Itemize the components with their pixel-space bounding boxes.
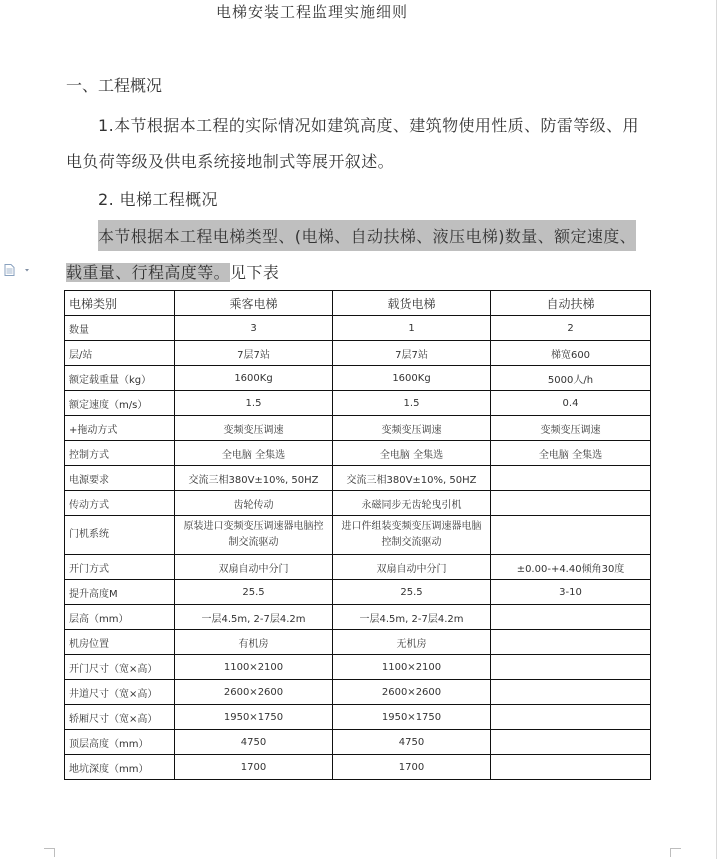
row-label-cell: 数量: [65, 316, 175, 341]
table-cell: 7层7站: [333, 341, 491, 366]
table-cell: 齿轮传动: [175, 491, 333, 516]
table-cell: 1.5: [175, 391, 333, 416]
table-cell: 一层4.5m, 2-7层4.2m: [333, 605, 491, 630]
table-cell: 1: [333, 316, 491, 341]
table-cell: 1950×1750: [175, 705, 333, 730]
table-cell: 1.5: [333, 391, 491, 416]
table-cell: [491, 491, 651, 516]
table-cell: 变频变压调速: [175, 416, 333, 441]
paragraph-3-line-1-highlighted: 本节根据本工程电梯类型、(电梯、自动扶梯、液压电梯)数量、额定速度、: [98, 220, 636, 251]
table-row: [65, 316, 651, 341]
table-row: [65, 516, 651, 555]
row-label-cell: 额定速度（m/s）: [65, 391, 175, 416]
table-cell: 2600×2600: [175, 680, 333, 705]
table-cell: 1600Kg: [175, 366, 333, 391]
row-label-cell: 机房位置: [65, 630, 175, 655]
table-cell: 变频变压调速: [333, 416, 491, 441]
row-label-cell: 电源要求: [65, 466, 175, 491]
table-cell: [491, 680, 651, 705]
table-row: [65, 655, 651, 680]
row-label-cell: 层/站: [65, 341, 175, 366]
table-cell: [491, 705, 651, 730]
table-cell: 全电脑 全集选: [175, 441, 333, 466]
row-label-cell: 传动方式: [65, 491, 175, 516]
table-cell: 变频变压调速: [491, 416, 651, 441]
table-body: [65, 291, 651, 780]
row-label-cell: 提升高度M: [65, 580, 175, 605]
table-cell: 永磁同步无齿轮曳引机: [333, 491, 491, 516]
table-row: [65, 755, 651, 780]
row-label-cell: 开门方式: [65, 555, 175, 580]
table-row: [65, 416, 651, 441]
table-cell: [491, 630, 651, 655]
table-cell: 交流三相380V±10%, 50HZ: [333, 466, 491, 491]
table-header-row: [65, 291, 651, 316]
table-cell: 2: [491, 316, 651, 341]
header-cell-freight: 载货电梯: [333, 291, 491, 316]
page-corner-mark-right: [670, 848, 681, 857]
table-cell: 1600Kg: [333, 366, 491, 391]
table-row: [65, 341, 651, 366]
table-cell: 双扇自动中分门: [333, 555, 491, 580]
paragraph-3-line-2: [66, 256, 279, 287]
table-cell: 3-10: [491, 580, 651, 605]
table-cell: 25.5: [333, 580, 491, 605]
table-cell: [491, 755, 651, 780]
table-row: [65, 491, 651, 516]
page-corner-mark-left: [44, 848, 55, 857]
table-cell: 1700: [333, 755, 491, 780]
table-row: [65, 555, 651, 580]
table-row: [65, 391, 651, 416]
row-label-cell: 井道尺寸（宽×高）: [65, 680, 175, 705]
row-label-cell: 门机系统: [65, 516, 175, 555]
table-cell: 双扇自动中分门: [175, 555, 333, 580]
table-cell: 4750: [175, 730, 333, 755]
row-label-cell: 轿厢尺寸（宽×高）: [65, 705, 175, 730]
table-cell: 全电脑 全集选: [333, 441, 491, 466]
table-row: [65, 605, 651, 630]
document-dropdown-icon[interactable]: [4, 264, 30, 276]
table-cell: [491, 730, 651, 755]
row-label-cell: 顶层高度（mm）: [65, 730, 175, 755]
table-cell: 25.5: [175, 580, 333, 605]
elevator-spec-table: [64, 290, 651, 780]
table-cell: 进口件组装变频变压调速器电脑控制交流驱动: [333, 516, 491, 555]
table-cell: 无机房: [333, 630, 491, 655]
header-cell-category: 电梯类别: [65, 291, 175, 316]
paragraph-1-line-1: 1.本节根据本工程的实际情况如建筑高度、建筑物使用性质、防雷等级、用: [98, 116, 639, 135]
header-cell-escalator: 自动扶梯: [491, 291, 651, 316]
table-cell: 7层7站: [175, 341, 333, 366]
table-row: [65, 630, 651, 655]
table-row: [65, 580, 651, 605]
paragraph-1-line-2: 电负荷等级及供电系统接地制式等展开叙述。: [66, 152, 395, 171]
table-cell: 梯宽600: [491, 341, 651, 366]
table-row: [65, 705, 651, 730]
table-row: [65, 680, 651, 705]
row-label-cell: 开门尺寸（宽×高）: [65, 655, 175, 680]
table-cell: [491, 516, 651, 555]
table-cell: [491, 466, 651, 491]
table-cell: 交流三相380V±10%, 50HZ: [175, 466, 333, 491]
plain-text: 见下表: [230, 263, 280, 282]
table-cell: [491, 655, 651, 680]
table-cell: 原装进口变频变压调速器电脑控制交流驱动: [175, 516, 333, 555]
table-cell: 全电脑 全集选: [491, 441, 651, 466]
row-label-cell: +拖动方式: [65, 416, 175, 441]
table-cell: 一层4.5m, 2-7层4.2m: [175, 605, 333, 630]
table-cell: 0.4: [491, 391, 651, 416]
table-cell: ±0.00-+4.40倾角30度: [491, 555, 651, 580]
table-cell: 1950×1750: [333, 705, 491, 730]
row-label-cell: 额定载重量（kg）: [65, 366, 175, 391]
table-cell: 1100×2100: [333, 655, 491, 680]
row-label-cell: 控制方式: [65, 441, 175, 466]
table-row: [65, 730, 651, 755]
table-row: [65, 466, 651, 491]
highlighted-text: 载重量、行程高度等。: [66, 263, 231, 282]
table-cell: 5000人/h: [491, 366, 651, 391]
table-row: [65, 366, 651, 391]
header-cell-passenger: 乘客电梯: [175, 291, 333, 316]
page-edge-line: [716, 0, 717, 859]
table-cell: 1100×2100: [175, 655, 333, 680]
row-label-cell: 地坑深度（mm）: [65, 755, 175, 780]
table-row: [65, 441, 651, 466]
document-title: 电梯安装工程监理实施细则: [216, 3, 409, 21]
section-heading: 一、工程概况: [66, 76, 163, 95]
table-cell: 3: [175, 316, 333, 341]
table-cell: 有机房: [175, 630, 333, 655]
table-cell: [491, 605, 651, 630]
table-cell: 4750: [333, 730, 491, 755]
row-label-cell: 层高（mm）: [65, 605, 175, 630]
paragraph-2: 2. 电梯工程概况: [98, 190, 218, 209]
table-cell: 1700: [175, 755, 333, 780]
table-cell: 2600×2600: [333, 680, 491, 705]
